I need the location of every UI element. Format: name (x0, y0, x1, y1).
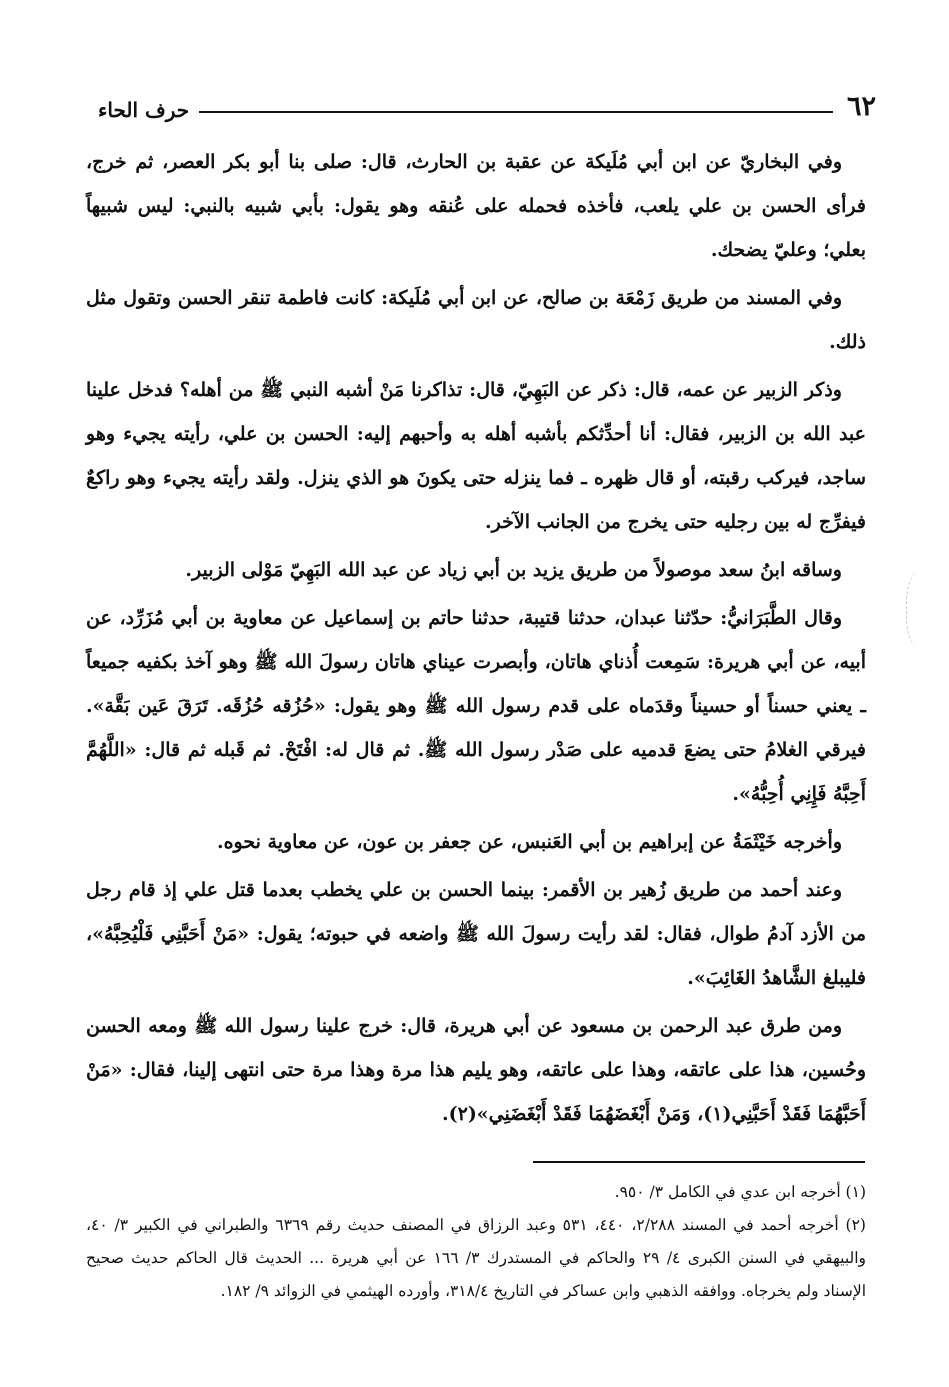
footnote: (١) أخرجه ابن عدي في الكامل ٣/ ٩٥٠. (614, 1183, 866, 1201)
paragraph: وساقه ابنُ سعد موصولاً من طريق يزيد بن أبي زياد عن عبد الله البَهِيّ مَوْلى الزبير. (185, 559, 842, 581)
page-header (98, 82, 876, 122)
header-rule (199, 111, 833, 113)
page-number: ٦٢ (846, 91, 876, 122)
paragraph: وأخرجه خَيْثَمَةُ عن إبراهيم بن أبي العَنبس، عن جعفر بن عون، عن معاوية نحوه. (216, 831, 842, 853)
footnote: (٢) أخرجه أحمد في المسند ٢/٢٨٨، ٤٤٠، ٥٣١ وعبد الرزاق في المصنف حديث رقم ٦٣٦٩ والطبراني في الكبير ٣/ ٤٠، والبيهقي في السنن الكبرى ٤/ ٢٩ والحاكم في المستدرك ٣/ ١٦٦ عن أبي هريرة ... الحديث قال الحاكم حديث صحيح الإسناد ولم يخرجاه. ووافقه الذهبي وابن عساكر في التاريخ ٣١٨/٤، وأورده الهيثمي في الزوائد ٩/ ١٨٢. (86, 1216, 867, 1300)
paragraph: ومن طرق عبد الرحمن بن مسعود عن أبي هريرة، قال: خرج علينا رسول الله ﷺ ومعه الحسن وحُسين، هذا على عاتقه، وهذا على عاتقه، وهو يليم هذا مرة وهذا مرة حتى انتهى إلينا، فقال: «مَنْ أَحَبَّهُمَا فَقَدْ أَحَبَّنِي(١)، وَمَنْ أَبْغَضَهُمَا فَقَدْ أَبْغَضَنِي»(٢). (86, 1015, 866, 1125)
paragraph: وقال الطَّبَرَانيُّ: حدّثنا عبدان، حدثنا قتيبة، حدثنا حاتم بن إسماعيل عن معاوية بن أبي مُزَرِّد، عن أبيه، عن أبي هريرة: سَمِعت أُذناي هاتان، وأبصرت عيناي هاتان رسولَ الله ﷺ وهو آخذ بكفيه جميعاً ـ يعني حسناً أو حسيناً وقدَماه على قدم رسول الله ﷺ وهو يقول: «حُزُقه حُزُقَه. تَرَقَ عَين بَقَّة». فيرقي الغلامُ حتى يضعَ قدميه على صَدْر رسول الله ﷺ. ثم قال له: افْتَحْ. ثم قَبله ثم قال: «اللَّهُمَّ أَحِبَّهُ فَإِنِي أُحِبُّهُ». (86, 607, 866, 805)
paragraph: وعند أحمد من طريق زُهير بن الأقمر: بينما الحسن بن علي يخطب بعدما قتل علي إذ قام رجل من الأزد آدمُ طوال، فقال: لقد رأيت رسولَ الله ﷺ واضعه في حبوته؛ يقول: «مَنْ أَحَبَّنِي فَلْيُحِبَّهُ»، فليبلغ الشَّاهدُ الغَائِبَ». (86, 879, 866, 989)
main-text (86, 140, 866, 1140)
paragraph: وفي المسند من طريق زَمْعَة بن صالح، عن ابن أبي مُلَيكة: كانت فاطمة تنقر الحسن وتقول مثل ذلك. (86, 287, 866, 353)
paragraph: وذكر الزبير عن عمه، قال: ذكر عن البَهِيّ، قال: تذاكرنا مَنْ أشبه النبي ﷺ من أهله؟ فدخل علينا عبد الله بن الزبير، فقال: أنا أحدِّثكم بأشبه أهله به وأحبهم إليه: الحسن بن علي، رأيته يجيء وهو ساجد، فيركب رقبته، أو قال ظهره ـ فما ينزله حتى يكونَ هو الذي ينزل. ولقد رأيته يجيء وهو راكعٌ فيفرِّج له بين رجليه حتى يخرج من الجانب الآخر. (86, 379, 866, 533)
footnote-separator (533, 1161, 865, 1163)
scan-edge-artifact (906, 570, 945, 650)
chapter-title: حرف الحاء (98, 98, 190, 122)
paragraph: وفي البخاريّ عن ابن أبي مُلَيكة عن عقبة بن الحارث، قال: صلى بنا أبو بكر العصر، ثم خرج، فرأى الحسن بن علي يلعب، فأخذه فحمله على عُنقه وهو يقول: بأبي شبيه بالنبي: ليس شبيهاً بعلي؛ وعليّ يضحك. (86, 151, 866, 261)
footnotes (86, 1176, 866, 1308)
